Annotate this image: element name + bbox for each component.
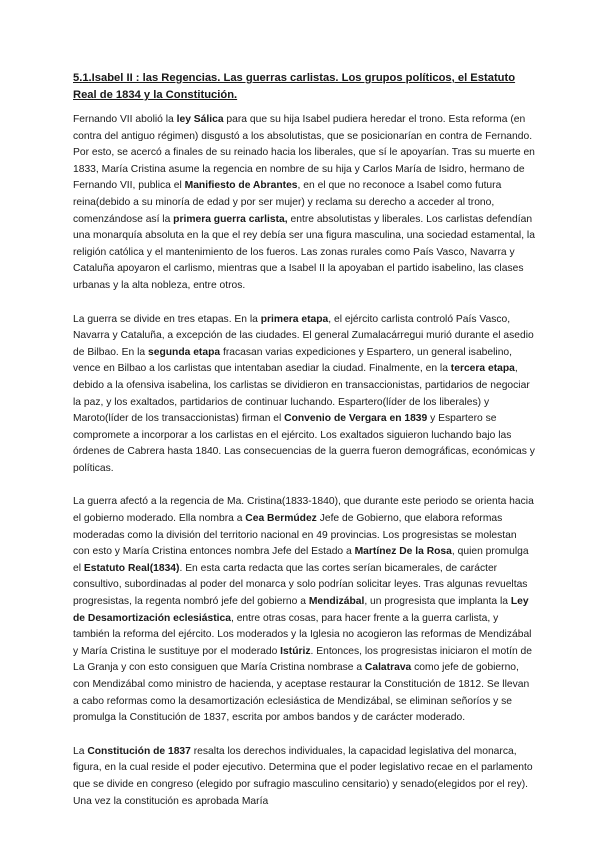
paragraph-4 — [73, 744, 535, 810]
text-run: , quien promulga el — [73, 546, 529, 574]
text-run: Fernando VII abolió la — [73, 114, 177, 125]
paragraph-1 — [73, 112, 535, 295]
bold-term: Convenio de Vergara en 1839 — [284, 413, 428, 425]
text-run: Jefe de Gobierno, que elabora reformas moderadas como la división del territorio nacional en 49 provincias. Los progresistas se molestan con esto y María Cristina entonces nombra Jefe del Estado a — [73, 513, 517, 558]
text-run: entre absolutistas y liberales. Los carlistas defendían una monarquía absoluta en la que el rey debía ser una figura masculina, una sociedad estamental, la religión católica y el mantenimiento de los fueros. Las zonas rurales como País Vasco, Navarra y Cataluña apoyaron el carlismo, mientras que a Isabel II la apoyaban el partido isabelino, las clases urbanas y la alta nobleza, entre otros. — [73, 213, 535, 291]
document-title: 5.1.Isabel II : las Regencias. Las guerras carlistas. Los grupos políticos, el Estatuto Real de 1834 y la Constitución. — [73, 72, 516, 101]
text-run: , en el que no reconoce a Isabel como futura reina(debido a su minoría de edad y por ser mujer) y reclama su derecho a acceder al trono, comenzándose así la — [73, 180, 502, 225]
bold-term: Mendizábal — [308, 596, 365, 608]
text-run: resalta los derechos individuales, la capacidad legislativa del monarca, figura, en la cual reside el poder ejecutivo. Determina que el poder legislativo recae en el parlamento que se divide en congreso (elegido por sufragio masculino censitario) y senado(elegidos por el rey). Una vez la constitución es aprobada María — [73, 745, 533, 807]
text-run: y Espartero se compromete a incorporar a los carlistas en el ejército. Los exaltados siguieron luchando bajo las órdenes de Cabrera hasta 1840. Las consecuencias de la guerra fueron demográficas, económicas y políticas. — [73, 413, 535, 474]
text-run: , un progresista que implanta la — [364, 596, 511, 608]
bold-term: segunda etapa — [148, 346, 221, 358]
paragraph-3 — [73, 494, 535, 726]
text-run: , el ejército carlista controló País Vasco, Navarra y Cataluña, a excepción de las ciudades. El general Zumalacárregui murió durante el asedio de Bilbao. En la — [73, 313, 534, 358]
bold-term: Constitución de 1837 — [87, 745, 191, 757]
bold-term: primera guerra carlista, — [173, 213, 288, 225]
paragraph-2 — [73, 312, 535, 478]
text-run: La guerra afectó a la regencia de Ma. Cristina(1833-1840), que durante este periodo se orienta hacia el gobierno moderado. Ella nombra a — [73, 496, 534, 525]
bold-term: Cea Bermúdez — [245, 513, 317, 525]
text-run: La — [73, 745, 88, 757]
text-run: . En esta carta redacta que las cortes serían bicamerales, de carácter consultivo, subordinadas al poder del monarca y solo podrían solicitar leyes. Tras algunas revueltas progresistas, la regenta nombró jefe del gobierno a — [73, 562, 528, 608]
text-run: . Entonces, los progresistas iniciaron el motín de La Granja y con esto consiguen que María Cristina nombrase a — [73, 645, 532, 674]
bold-term: primera etapa — [260, 313, 329, 325]
bold-term: Manifiesto de Abrantes — [184, 180, 298, 192]
text-run: , entre otras cosas, para hacer frente a la guerra carlista, y también la reforma del ejército. Los moderados y la Iglesia no acogieron las reformas de Mendizábal y María Cristina le sustituye por el moderado — [73, 612, 532, 657]
bold-term: ley Sálica — [176, 114, 224, 125]
text-run: La guerra se divide en tres etapas. En la — [73, 313, 261, 325]
bold-term: Calatrava — [364, 662, 412, 674]
bold-term: tercera etapa — [450, 363, 515, 375]
bold-term: Istúriz — [280, 645, 311, 657]
bold-term: Estatuto Real(1834) — [83, 562, 180, 574]
text-run: , debido a la ofensiva isabelina, los carlistas se dividieron en transaccionistas, partidarios de negociar la paz, y los exaltados, partidarios de continuar luchando. Espartero(líder de los liberales) y Maroto(líder de los transaccionistas) firman el — [73, 363, 530, 425]
text-run: como jefe de gobierno, con Mendizábal como ministro de hacienda, y aceptase restaurar la Constitución de 1812. Se llevan a cabo reformas como la desamortización eclesiástica de Mendizábal, se eliminan señoríos y se promulga la Constitución de 1837, escrita por ambos bandos y de carácter moderado. — [73, 662, 530, 724]
document-page — [73, 70, 535, 827]
bold-term: Ley de Desamortización eclesiástica — [73, 596, 529, 624]
text-run: fracasan varias expediciones y Espartero, un general isabelino, vence en Bilbao a los carlistas que intentaban asediar la ciudad. Finalmente, en la — [73, 346, 513, 375]
text-run: para que su hija Isabel pudiera heredar el trono. Esta reforma (en contra del antiguo régimen) disgustó a los absolutistas, que se posicionarían en contra de Fernando. Por esto, se acercó a finales de su reinado hacia los liberales, que sí le apoyarían. Tras su muerte en 1833, María Cristina asume la regencia en nombre de su hija y Carlos María de Isidro, hermano de Fernando VII, publica el — [73, 114, 535, 192]
bold-term: Martínez De la Rosa — [354, 546, 452, 558]
